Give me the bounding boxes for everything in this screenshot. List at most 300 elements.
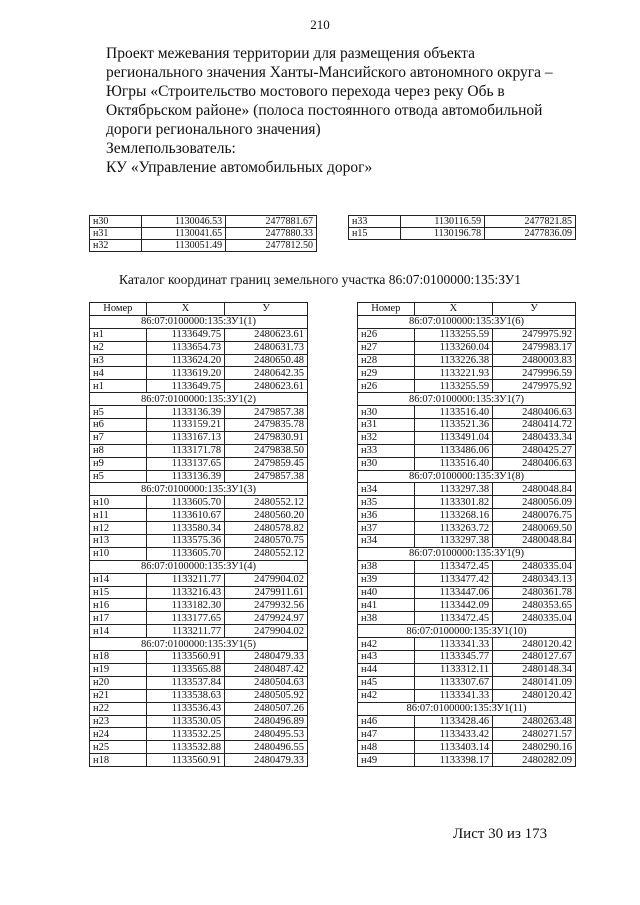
table-row: [90, 341, 308, 354]
y-coordinate: 2480507.26: [225, 702, 308, 715]
column-header-x: X: [414, 303, 492, 316]
group-header-row: [358, 393, 576, 406]
point-number: н44: [358, 663, 415, 676]
table-row: [90, 651, 308, 664]
y-coordinate: 2480056.09: [493, 496, 576, 509]
point-number: н15: [349, 228, 401, 240]
y-coordinate: 2480353.65: [493, 599, 576, 612]
point-number: н6: [90, 419, 147, 432]
group-header-row: [90, 393, 308, 406]
point-number: н36: [358, 509, 415, 522]
y-coordinate: 2479857.38: [225, 470, 308, 483]
y-coordinate: 2480479.33: [225, 651, 308, 664]
y-coordinate: 2480414.72: [493, 419, 576, 432]
table-row: [358, 380, 576, 393]
parcel-title: 86:07:0100000:135:ЗУ1(2): [90, 393, 308, 406]
point-number: н5: [90, 406, 147, 419]
x-coordinate: 1133182.30: [146, 599, 224, 612]
point-number: н37: [358, 522, 415, 535]
table-row: [358, 663, 576, 676]
y-coordinate: 2479911.61: [225, 586, 308, 599]
point-number: н31: [358, 419, 415, 432]
y-coordinate: 2480048.84: [493, 535, 576, 548]
group-header-row: [90, 315, 308, 328]
y-coordinate: 2479838.50: [225, 444, 308, 457]
x-coordinate: 1133137.65: [146, 457, 224, 470]
x-coordinate: 1133649.75: [146, 380, 224, 393]
point-number: н42: [358, 689, 415, 702]
y-coordinate: 2480505.92: [225, 689, 308, 702]
point-number: н32: [90, 240, 142, 252]
point-number: н41: [358, 599, 415, 612]
y-coordinate: 2480290.16: [493, 741, 576, 754]
y-coordinate: 2477836.09: [485, 228, 576, 240]
point-number: н1: [90, 380, 147, 393]
table-row: [358, 560, 576, 573]
table-row: [358, 509, 576, 522]
x-coordinate: 1133301.82: [414, 496, 492, 509]
table-row: [90, 470, 308, 483]
x-coordinate: 1133649.75: [146, 328, 224, 341]
y-coordinate: 2480271.57: [493, 728, 576, 741]
point-number: н17: [90, 612, 147, 625]
point-number: н33: [358, 444, 415, 457]
point-number: н27: [358, 341, 415, 354]
y-coordinate: 2480048.84: [493, 483, 576, 496]
point-number: н24: [90, 728, 147, 741]
table-row: [90, 228, 317, 240]
y-coordinate: 2480120.42: [493, 689, 576, 702]
x-coordinate: 1133167.13: [146, 431, 224, 444]
y-coordinate: 2477821.85: [485, 216, 576, 228]
table-row: [358, 689, 576, 702]
parcel-title: 86:07:0100000:135:ЗУ1(6): [358, 315, 576, 328]
point-number: н25: [90, 741, 147, 754]
group-header-row: [90, 638, 308, 651]
parcel-title: 86:07:0100000:135:ЗУ1(4): [90, 560, 308, 573]
x-coordinate: 1133211.77: [146, 573, 224, 586]
x-coordinate: 1133521.36: [414, 419, 492, 432]
point-number: н22: [90, 702, 147, 715]
table-row: [90, 216, 317, 228]
y-coordinate: 2480120.42: [493, 638, 576, 651]
x-coordinate: 1133255.59: [414, 380, 492, 393]
right-coordinate-table: [357, 302, 576, 767]
document-heading: [106, 44, 606, 177]
y-coordinate: 2480496.89: [225, 715, 308, 728]
y-coordinate: 2480003.83: [493, 354, 576, 367]
point-number: н38: [358, 612, 415, 625]
point-number: н39: [358, 573, 415, 586]
point-number: н30: [358, 406, 415, 419]
left-coordinate-table: [89, 302, 308, 767]
x-coordinate: 1133560.91: [146, 651, 224, 664]
table-row: [358, 612, 576, 625]
table-row: [90, 509, 308, 522]
point-number: н34: [358, 535, 415, 548]
point-number: н38: [358, 560, 415, 573]
x-coordinate: 1133537.84: [146, 676, 224, 689]
table-row: [90, 457, 308, 470]
table-row: [358, 715, 576, 728]
x-coordinate: 1133516.40: [414, 457, 492, 470]
y-coordinate: 2479924.97: [225, 612, 308, 625]
x-coordinate: 1133297.38: [414, 483, 492, 496]
table-row: [358, 651, 576, 664]
table-row: [349, 216, 576, 228]
heading-line: дороги регионального значения): [106, 121, 321, 138]
table-row: [90, 367, 308, 380]
parcel-title: 86:07:0100000:135:ЗУ1(3): [90, 483, 308, 496]
x-coordinate: 1133610.67: [146, 509, 224, 522]
point-number: н10: [90, 496, 147, 509]
table-row: [349, 228, 576, 240]
x-coordinate: 1133171.78: [146, 444, 224, 457]
table-row: [90, 599, 308, 612]
y-coordinate: 2480335.04: [493, 612, 576, 625]
x-coordinate: 1133403.14: [414, 741, 492, 754]
y-coordinate: 2479975.92: [493, 328, 576, 341]
y-coordinate: 2480623.61: [225, 380, 308, 393]
table-row: [358, 728, 576, 741]
point-number: н15: [90, 586, 147, 599]
point-number: н13: [90, 535, 147, 548]
x-coordinate: 1133260.04: [414, 341, 492, 354]
point-number: н43: [358, 651, 415, 664]
x-coordinate: 1133211.77: [146, 625, 224, 638]
point-number: н47: [358, 728, 415, 741]
y-coordinate: 2480552.12: [225, 496, 308, 509]
x-coordinate: 1133216.43: [146, 586, 224, 599]
column-header-number: Номер: [90, 303, 147, 316]
heading-line: КУ «Управление автомобильных дорог»: [106, 159, 373, 176]
table-row: [358, 483, 576, 496]
point-number: н19: [90, 663, 147, 676]
parcel-title: 86:07:0100000:135:ЗУ1(5): [90, 638, 308, 651]
top-left-coordinate-table: [89, 215, 317, 252]
y-coordinate: 2480406.63: [493, 457, 576, 470]
sheet-label: Лист 30 из 173: [453, 826, 548, 842]
table-row: [358, 419, 576, 432]
x-coordinate: 1130196.78: [401, 228, 485, 240]
point-number: н48: [358, 741, 415, 754]
y-coordinate: 2479830.91: [225, 431, 308, 444]
table-row: [90, 547, 308, 560]
point-number: н20: [90, 676, 147, 689]
table-row: [90, 612, 308, 625]
heading-line: регионального значения Ханты-Мансийского автономного округа –: [106, 64, 553, 81]
point-number: н18: [90, 651, 147, 664]
parcel-title: 86:07:0100000:135:ЗУ1(8): [358, 470, 576, 483]
x-coordinate: 1133532.88: [146, 741, 224, 754]
heading-line: Югры «Строительство мостового перехода через реку Обь в: [106, 83, 505, 100]
point-number: н30: [358, 457, 415, 470]
parcel-title: 86:07:0100000:135:ЗУ1(1): [90, 315, 308, 328]
x-coordinate: 1133624.20: [146, 354, 224, 367]
table-row: [358, 754, 576, 767]
x-coordinate: 1133491.04: [414, 431, 492, 444]
y-coordinate: 2480578.82: [225, 522, 308, 535]
table-row: [90, 496, 308, 509]
y-coordinate: 2480069.50: [493, 522, 576, 535]
column-header-number: Номер: [358, 303, 415, 316]
table-row: [358, 676, 576, 689]
x-coordinate: 1133605.70: [146, 547, 224, 560]
point-number: н23: [90, 715, 147, 728]
x-coordinate: 1133312.11: [414, 663, 492, 676]
y-coordinate: 2480335.04: [493, 560, 576, 573]
point-number: н34: [358, 483, 415, 496]
point-number: н12: [90, 522, 147, 535]
y-coordinate: 2479975.92: [493, 380, 576, 393]
table-row: [358, 496, 576, 509]
table-row: [358, 354, 576, 367]
column-header-y: У: [225, 303, 308, 316]
y-coordinate: 2479835.78: [225, 419, 308, 432]
point-number: н18: [90, 754, 147, 767]
column-header-x: X: [146, 303, 224, 316]
point-number: н4: [90, 367, 147, 380]
point-number: н10: [90, 547, 147, 560]
table-row: [90, 625, 308, 638]
table-row: [358, 341, 576, 354]
parcel-title: 86:07:0100000:135:ЗУ1(11): [358, 702, 576, 715]
y-coordinate: 2480570.75: [225, 535, 308, 548]
table-row: [90, 702, 308, 715]
x-coordinate: 1133477.42: [414, 573, 492, 586]
y-coordinate: 2480282.09: [493, 754, 576, 767]
y-coordinate: 2480433.34: [493, 431, 576, 444]
catalog-title: Каталог координат границ земельного участка 86:07:0100000:135:ЗУ1: [119, 272, 521, 287]
header-row: [90, 303, 308, 316]
point-number: н35: [358, 496, 415, 509]
x-coordinate: 1133532.25: [146, 728, 224, 741]
x-coordinate: 1130116.59: [401, 216, 485, 228]
heading-line: Октябрьском районе» (полоса постоянного отвода автомобильной: [106, 102, 543, 119]
table-row: [90, 689, 308, 702]
y-coordinate: 2479857.38: [225, 406, 308, 419]
point-number: н21: [90, 689, 147, 702]
table-row: [358, 522, 576, 535]
y-coordinate: 2480487.42: [225, 663, 308, 676]
table-row: [90, 663, 308, 676]
group-header-row: [358, 470, 576, 483]
y-coordinate: 2480631.73: [225, 341, 308, 354]
x-coordinate: 1133472.45: [414, 560, 492, 573]
x-coordinate: 1133297.38: [414, 535, 492, 548]
y-coordinate: 2480560.20: [225, 509, 308, 522]
y-coordinate: 2480076.75: [493, 509, 576, 522]
y-coordinate: 2479983.17: [493, 341, 576, 354]
table-row: [358, 444, 576, 457]
table-row: [358, 741, 576, 754]
point-number: н26: [358, 380, 415, 393]
y-coordinate: 2477881.67: [226, 216, 317, 228]
table-row: [358, 573, 576, 586]
parcel-title: 86:07:0100000:135:ЗУ1(10): [358, 625, 576, 638]
x-coordinate: 1133530.05: [146, 715, 224, 728]
table-row: [90, 444, 308, 457]
y-coordinate: 2480361.78: [493, 586, 576, 599]
x-coordinate: 1133268.16: [414, 509, 492, 522]
table-row: [90, 586, 308, 599]
x-coordinate: 1133428.46: [414, 715, 492, 728]
heading-line: Землепользователь:: [106, 140, 236, 157]
table-row: [90, 715, 308, 728]
point-number: н28: [358, 354, 415, 367]
y-coordinate: 2480496.55: [225, 741, 308, 754]
x-coordinate: 1133263.72: [414, 522, 492, 535]
table-row: [90, 431, 308, 444]
x-coordinate: 1133341.33: [414, 689, 492, 702]
y-coordinate: 2480141.09: [493, 676, 576, 689]
x-coordinate: 1133136.39: [146, 406, 224, 419]
point-number: н5: [90, 470, 147, 483]
point-number: н30: [90, 216, 142, 228]
table-row: [358, 535, 576, 548]
group-header-row: [358, 315, 576, 328]
table-row: [90, 380, 308, 393]
y-coordinate: 2480406.63: [493, 406, 576, 419]
table-row: [358, 638, 576, 651]
x-coordinate: 1130046.53: [142, 216, 226, 228]
page-number: 210: [310, 17, 330, 32]
x-coordinate: 1133398.17: [414, 754, 492, 767]
x-coordinate: 1133575.36: [146, 535, 224, 548]
point-number: н8: [90, 444, 147, 457]
x-coordinate: 1133560.91: [146, 754, 224, 767]
point-number: н16: [90, 599, 147, 612]
table-row: [358, 457, 576, 470]
y-coordinate: 2479996.59: [493, 367, 576, 380]
point-number: н40: [358, 586, 415, 599]
table-row: [90, 728, 308, 741]
x-coordinate: 1130051.49: [142, 240, 226, 252]
table-row: [90, 754, 308, 767]
top-right-coordinate-table: [348, 215, 576, 240]
y-coordinate: 2480425.27: [493, 444, 576, 457]
point-number: н14: [90, 625, 147, 638]
column-header-y: У: [493, 303, 576, 316]
x-coordinate: 1133136.39: [146, 470, 224, 483]
point-number: н31: [90, 228, 142, 240]
point-number: н46: [358, 715, 415, 728]
y-coordinate: 2480343.13: [493, 573, 576, 586]
group-header-row: [358, 547, 576, 560]
x-coordinate: 1133226.38: [414, 354, 492, 367]
x-coordinate: 1133536.43: [146, 702, 224, 715]
table-row: [358, 328, 576, 341]
point-number: н26: [358, 328, 415, 341]
y-coordinate: 2480495.53: [225, 728, 308, 741]
point-number: н11: [90, 509, 147, 522]
y-coordinate: 2479904.02: [225, 625, 308, 638]
table-row: [358, 406, 576, 419]
y-coordinate: 2480623.61: [225, 328, 308, 341]
point-number: н9: [90, 457, 147, 470]
x-coordinate: 1133221.93: [414, 367, 492, 380]
y-coordinate: 2477812.50: [226, 240, 317, 252]
point-number: н33: [349, 216, 401, 228]
parcel-title: 86:07:0100000:135:ЗУ1(9): [358, 547, 576, 560]
y-coordinate: 2479904.02: [225, 573, 308, 586]
point-number: н45: [358, 676, 415, 689]
y-coordinate: 2480552.12: [225, 547, 308, 560]
point-number: н1: [90, 328, 147, 341]
y-coordinate: 2480127.67: [493, 651, 576, 664]
x-coordinate: 1133307.67: [414, 676, 492, 689]
y-coordinate: 2479932.56: [225, 599, 308, 612]
table-row: [90, 573, 308, 586]
point-number: н7: [90, 431, 147, 444]
point-number: н14: [90, 573, 147, 586]
point-number: н29: [358, 367, 415, 380]
x-coordinate: 1133433.42: [414, 728, 492, 741]
x-coordinate: 1133341.33: [414, 638, 492, 651]
x-coordinate: 1133580.34: [146, 522, 224, 535]
group-header-row: [358, 625, 576, 638]
header-row: [358, 303, 576, 316]
y-coordinate: 2480148.34: [493, 663, 576, 676]
point-number: н3: [90, 354, 147, 367]
table-row: [90, 328, 308, 341]
table-row: [90, 240, 317, 252]
table-row: [358, 586, 576, 599]
x-coordinate: 1133345.77: [414, 651, 492, 664]
y-coordinate: 2480642.35: [225, 367, 308, 380]
x-coordinate: 1133619.20: [146, 367, 224, 380]
parcel-title: 86:07:0100000:135:ЗУ1(7): [358, 393, 576, 406]
x-coordinate: 1130041.65: [142, 228, 226, 240]
x-coordinate: 1133654.73: [146, 341, 224, 354]
table-row: [90, 419, 308, 432]
x-coordinate: 1133472.45: [414, 612, 492, 625]
table-row: [90, 354, 308, 367]
x-coordinate: 1133442.09: [414, 599, 492, 612]
point-number: н49: [358, 754, 415, 767]
x-coordinate: 1133538.63: [146, 689, 224, 702]
table-row: [358, 599, 576, 612]
heading-line: Проект межевания территории для размещения объекта: [106, 45, 475, 62]
x-coordinate: 1133516.40: [414, 406, 492, 419]
group-header-row: [90, 483, 308, 496]
y-coordinate: 2480479.33: [225, 754, 308, 767]
y-coordinate: 2480650.48: [225, 354, 308, 367]
x-coordinate: 1133447.06: [414, 586, 492, 599]
table-row: [358, 367, 576, 380]
table-row: [90, 406, 308, 419]
y-coordinate: 2479859.45: [225, 457, 308, 470]
group-header-row: [358, 702, 576, 715]
point-number: н2: [90, 341, 147, 354]
point-number: н32: [358, 431, 415, 444]
y-coordinate: 2477880.33: [226, 228, 317, 240]
x-coordinate: 1133177.65: [146, 612, 224, 625]
x-coordinate: 1133255.59: [414, 328, 492, 341]
table-row: [90, 522, 308, 535]
y-coordinate: 2480504.63: [225, 676, 308, 689]
x-coordinate: 1133605.70: [146, 496, 224, 509]
table-row: [90, 741, 308, 754]
table-row: [90, 676, 308, 689]
group-header-row: [90, 560, 308, 573]
table-row: [358, 431, 576, 444]
x-coordinate: 1133565.88: [146, 663, 224, 676]
table-row: [90, 535, 308, 548]
x-coordinate: 1133159.21: [146, 419, 224, 432]
x-coordinate: 1133486.06: [414, 444, 492, 457]
y-coordinate: 2480263.48: [493, 715, 576, 728]
